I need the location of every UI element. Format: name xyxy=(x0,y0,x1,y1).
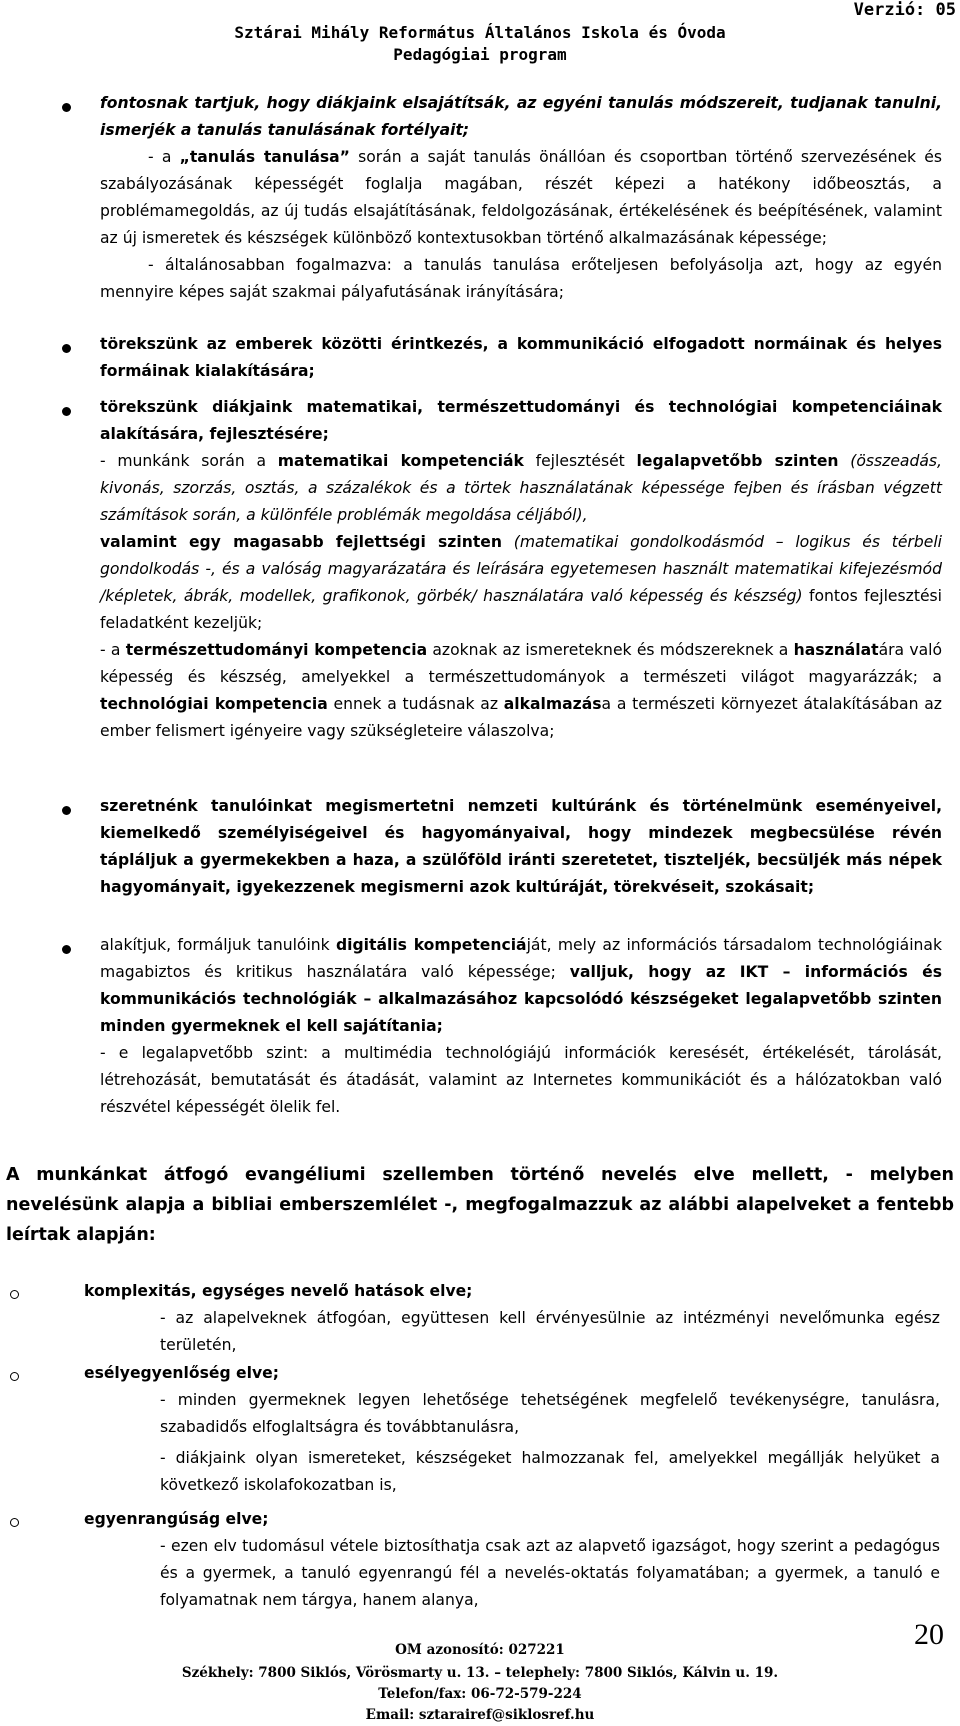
principle-item: - ezen elv tudomásul vétele biztosíthatja csak azt az alapvető igazságot, hogy szerint a pedagógus és a gyermek, a tanuló egyenrangú fél a nevelés-oktatás folyamatában; a gyermek, a tanuló e folyamatnak nem tárgya, hanem alanya, xyxy=(160,1537,940,1609)
principle-item: - minden gyermeknek legyen lehetősége tehetségének megfelelő tevékenységre, tanulásra, szabadidős elfoglaltságra és továbbtanulásra, xyxy=(160,1391,940,1436)
circle-bullet-icon xyxy=(10,1518,19,1527)
version-label: Verzió: 05 xyxy=(853,0,956,20)
school-name: Sztárai Mihály Református Általános Iskola és Óvoda xyxy=(234,23,726,42)
principles-intro: A munkánkat átfogó evangéliumi szellemben történő nevelés elve mellett, - melyben nevelésünk alapja a bibliai emberszemlélet -, megfogalmazzuk az alábbi alapelveket a fentebb leírtak alapján: xyxy=(6,1165,954,1245)
digital-level: - e legalapvetőbb szint: a multimédia technológiájú információk keresését, értékelését, tárolását, létrehozását, bemutatását és átadását, valamint az Internetes kommunikációt és a hálózatokban való részvétel képességét ölelik fel. xyxy=(100,1044,942,1116)
principle-item: - az alapelveknek átfogóan, együttesen kell érvényesülnie az intézményi nevelőmunka egész területén, xyxy=(160,1309,940,1354)
footer-om-id: OM azonosító: 027221 xyxy=(395,1642,565,1658)
page-number: 20 xyxy=(914,1618,944,1651)
bullet-culture: szeretnénk tanulóinkat megismertetni nemzeti kultúránk és történelmünk eseményeivel, kiemelkedő személyiségeivel és hagyományaival, hogy mindezek megbecsülése révén tápláljuk a gyermekekben a haza, a szülőföld iránti szeretetet, tiszteljék, becsüljék más népek hagyományait, igyekezzenek megismerni azok kultúráját, törekvéseit, szokásait; xyxy=(100,797,942,896)
document-title: Pedagógiai program xyxy=(393,45,567,64)
principle-title: komplexitás, egységes nevelő hatások elve; xyxy=(84,1282,473,1300)
footer-seat: Székhely: 7800 Siklós, Vörösmarty u. 13. – telephely: 7800 Siklós, Kálvin u. 19. xyxy=(181,1665,779,1681)
bullet-icon xyxy=(62,407,71,416)
principle-item: - diákjaink olyan ismereteket, készségeket halmozzanak fel, amelyekkel megállják helyüket a következő iskolafokozatban is, xyxy=(160,1449,940,1494)
footer-email: Email: sztarairef@siklosref.hu xyxy=(365,1707,595,1723)
bullet-icon xyxy=(62,103,71,112)
footer-phone: Telefon/fax: 06-72-579-224 xyxy=(378,1686,582,1702)
bullet-icon xyxy=(62,806,71,815)
circle-bullet-icon xyxy=(10,1290,19,1299)
principle-title: egyenrangúság elve; xyxy=(84,1510,269,1528)
bullet-digital: alakítjuk, formáljuk tanulóink digitális kompetenciáját, mely az információs társadalom technológiáinak magabiztos és kritikus használatára való képessége; valljuk, hogy az IKT – információs és kommunikációs technológiák – alkalmazásához kapcsolódó készségeket legalapvetőbb szinten minden gyermeknek el kell sajátítania; - e legalapvetőbb szint: a multimédia technológiájú információk keresését, értékelését, tárolását, létrehozását, bemutatását és átadását, valamint az Internetes kommunikációt és a hálózatokban való részvétel képességét ölelik fel. xyxy=(100,932,942,1121)
learning-goal: fontosnak tartjuk, hogy diákjaink elsajátítsák, az egyéni tanulás módszereit, tudjanak tanulni, ismerjék a tanulás tanulásának fortélyait; xyxy=(100,94,942,139)
bullet-communication: törekszünk az emberek közötti érintkezés, a kommunikáció elfogadott normáinak és helyes formáinak kialakítására; xyxy=(100,335,942,380)
bullet-icon xyxy=(62,344,71,353)
page-header xyxy=(0,22,960,66)
bullet-icon xyxy=(62,945,71,954)
bullet-learning: fontosnak tartjuk, hogy diákjaink elsajátítsák, az egyéni tanulás módszereit, tudjanak tanulni, ismerjék a tanulás tanulásának fortélyait; - a „tanulás tanulása” során a saját tanulás önállóan és csoportban történő szervezésének és szabályozásának képességét foglalja magában, részét képezi a hatékony időbeosztás, a problémamegoldás, az új tudás elsajátításának, feldolgozásának, értékelésének és beépítésének, valamint az új ismeretek és készségek különböző kontextusokban történő alkalmazásának képessége; - általánosabban fogalmazva: a tanulás tanulása erőteljesen befolyásolja azt, hogy az egyén mennyire képes saját szakmai pályafutásának irányítására; xyxy=(100,90,942,306)
learning-general: - általánosabban fogalmazva: a tanulás tanulása erőteljesen befolyásolja azt, hogy az egyén mennyire képes saját szakmai pályafutásának irányítására; xyxy=(100,256,942,301)
principle-title: esélyegyenlőség elve; xyxy=(84,1364,279,1382)
circle-bullet-icon xyxy=(10,1372,19,1381)
bullet-math-science: törekszünk diákjaink matematikai, természettudományi és technológiai kompetenciáinak alakítására, fejlesztésére; - munkánk során a matematikai kompetenciák fejlesztését legalapvetőbb szinten (összeadás, kivonás, szorzás, osztás, a százalékok és a törtek használatának képessége fejben és írásban végzett számítások során, a különféle problémák megoldása céljából), valamint egy magasabb fejlettségi szinten (matematikai gondolkodásmód – logikus és térbeli gondolkodás -, és a valóság magyarázatára és leírására egyetemesen használt matematikai kifejezésmód /képletek, ábrák, modellek, grafikonok, görbék/ használatára való képesség és készség) fontos fejlesztési feladatként kezeljük; - a természettudományi kompetencia azoknak az ismereteknek és módszereknek a használatára való képesség és készség, amelyekkel a természettudományok a természeti világot magyarázzák; a technológiai kompetencia ennek a tudásnak az alkalmazása a természeti környezet átalakításában az ember felismert igényeire vagy szükségleteire válaszolva; xyxy=(100,398,943,740)
